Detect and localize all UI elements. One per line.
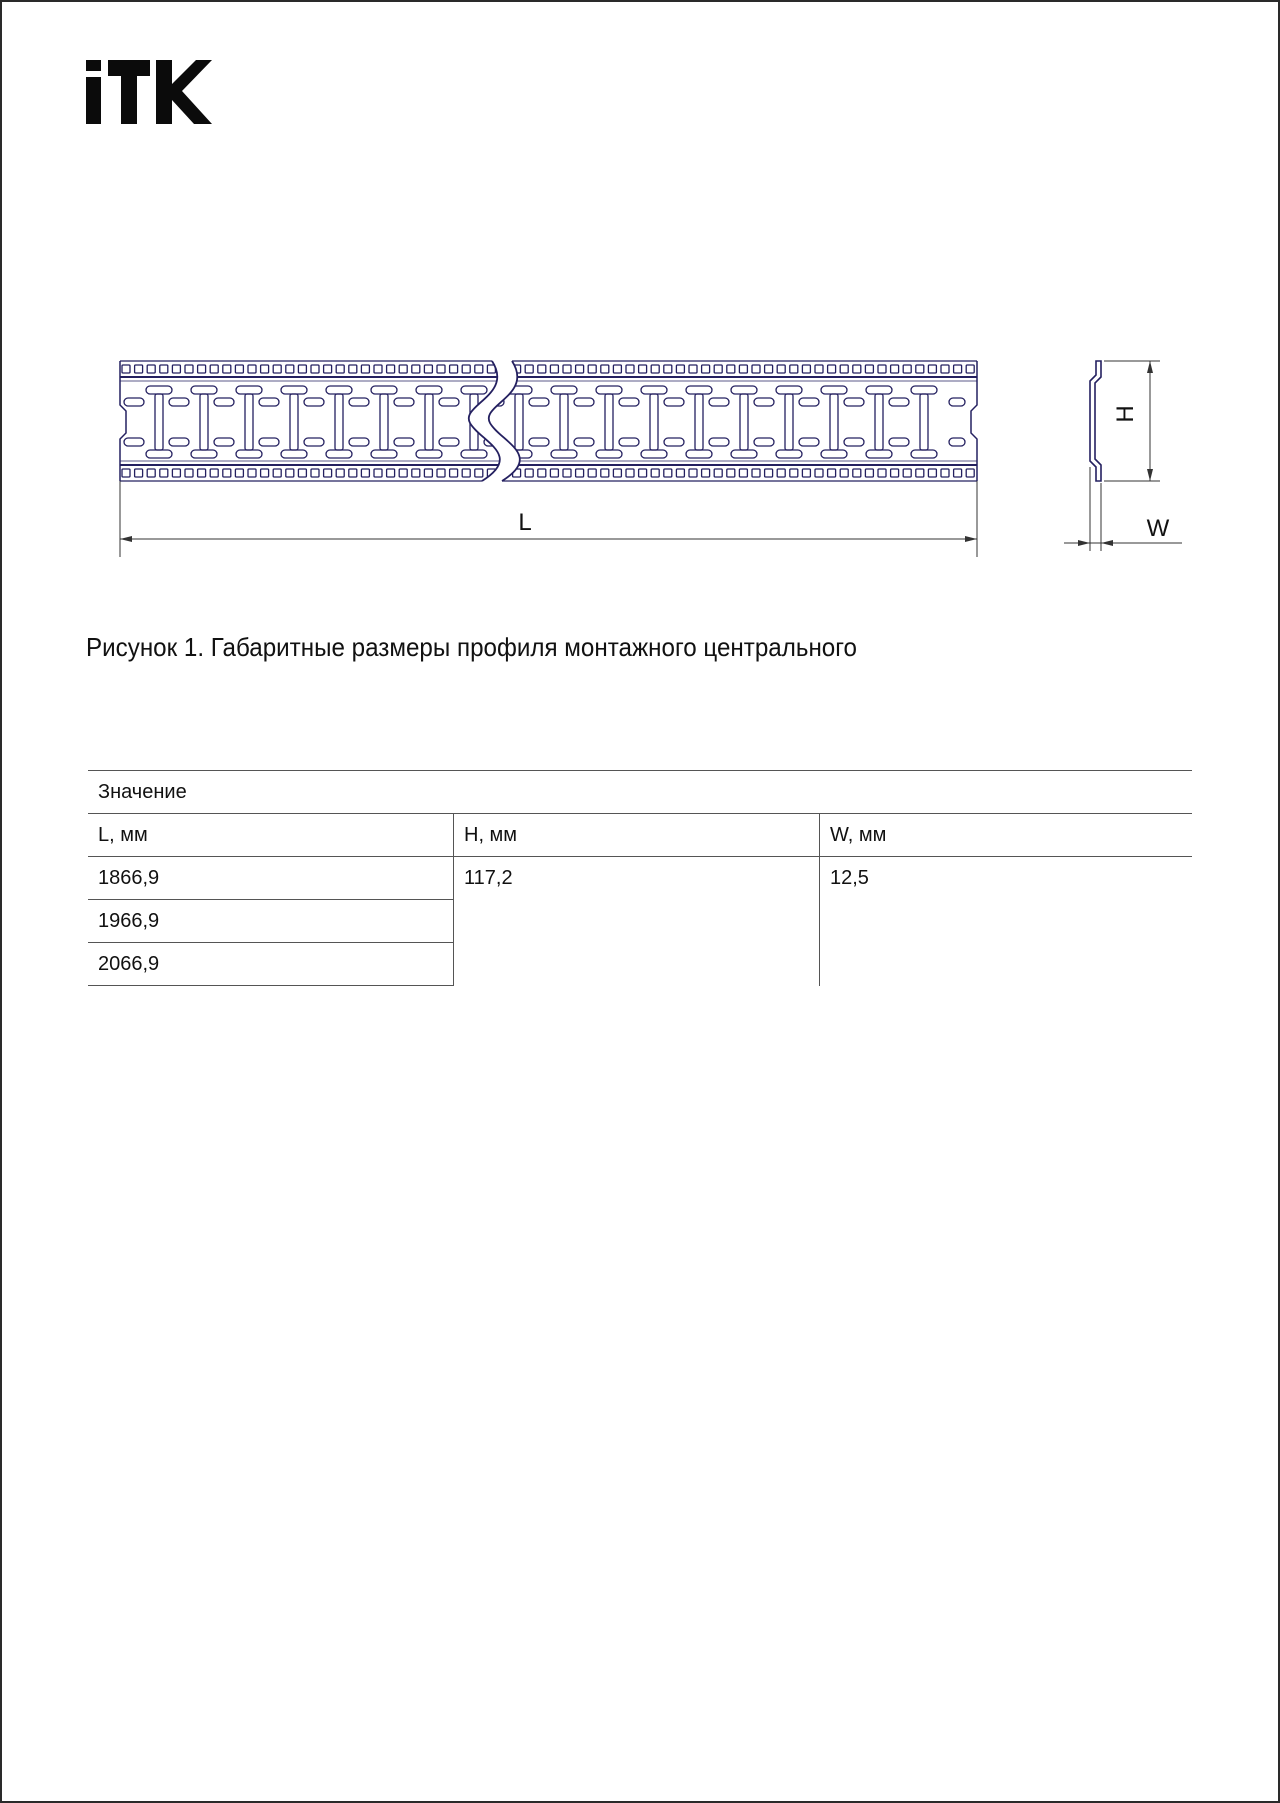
table-title-row — [88, 771, 1192, 814]
profile-side-view — [1090, 361, 1101, 481]
header-length: L, мм — [88, 814, 454, 857]
dimension-lines — [120, 361, 1182, 557]
dimension-label-height: H — [1112, 405, 1139, 423]
dimensions-table — [88, 770, 1192, 986]
header-height: H, мм — [454, 814, 820, 857]
dimension-label-length: L — [518, 509, 532, 536]
profile-dimension-drawing — [102, 347, 1192, 567]
table-header-row — [88, 814, 1192, 857]
cell-height: 117,2 — [454, 857, 820, 986]
cell-length: 1966,9 — [88, 900, 454, 943]
table-title: Значение — [88, 771, 1192, 814]
profile-front-view-right — [120, 361, 977, 481]
figure-caption: Рисунок 1. Габаритные размеры профиля монтажного центрального — [86, 632, 857, 662]
header-width: W, мм — [820, 814, 1193, 857]
table-row — [88, 857, 1192, 900]
itk-logo — [86, 60, 212, 124]
cell-width: 12,5 — [820, 857, 1193, 986]
cell-length: 1866,9 — [88, 857, 454, 900]
break-lines — [469, 361, 520, 481]
profile-front-view-left — [120, 361, 977, 481]
cell-length: 2066,9 — [88, 943, 454, 986]
dimension-label-width: W — [1146, 515, 1170, 542]
